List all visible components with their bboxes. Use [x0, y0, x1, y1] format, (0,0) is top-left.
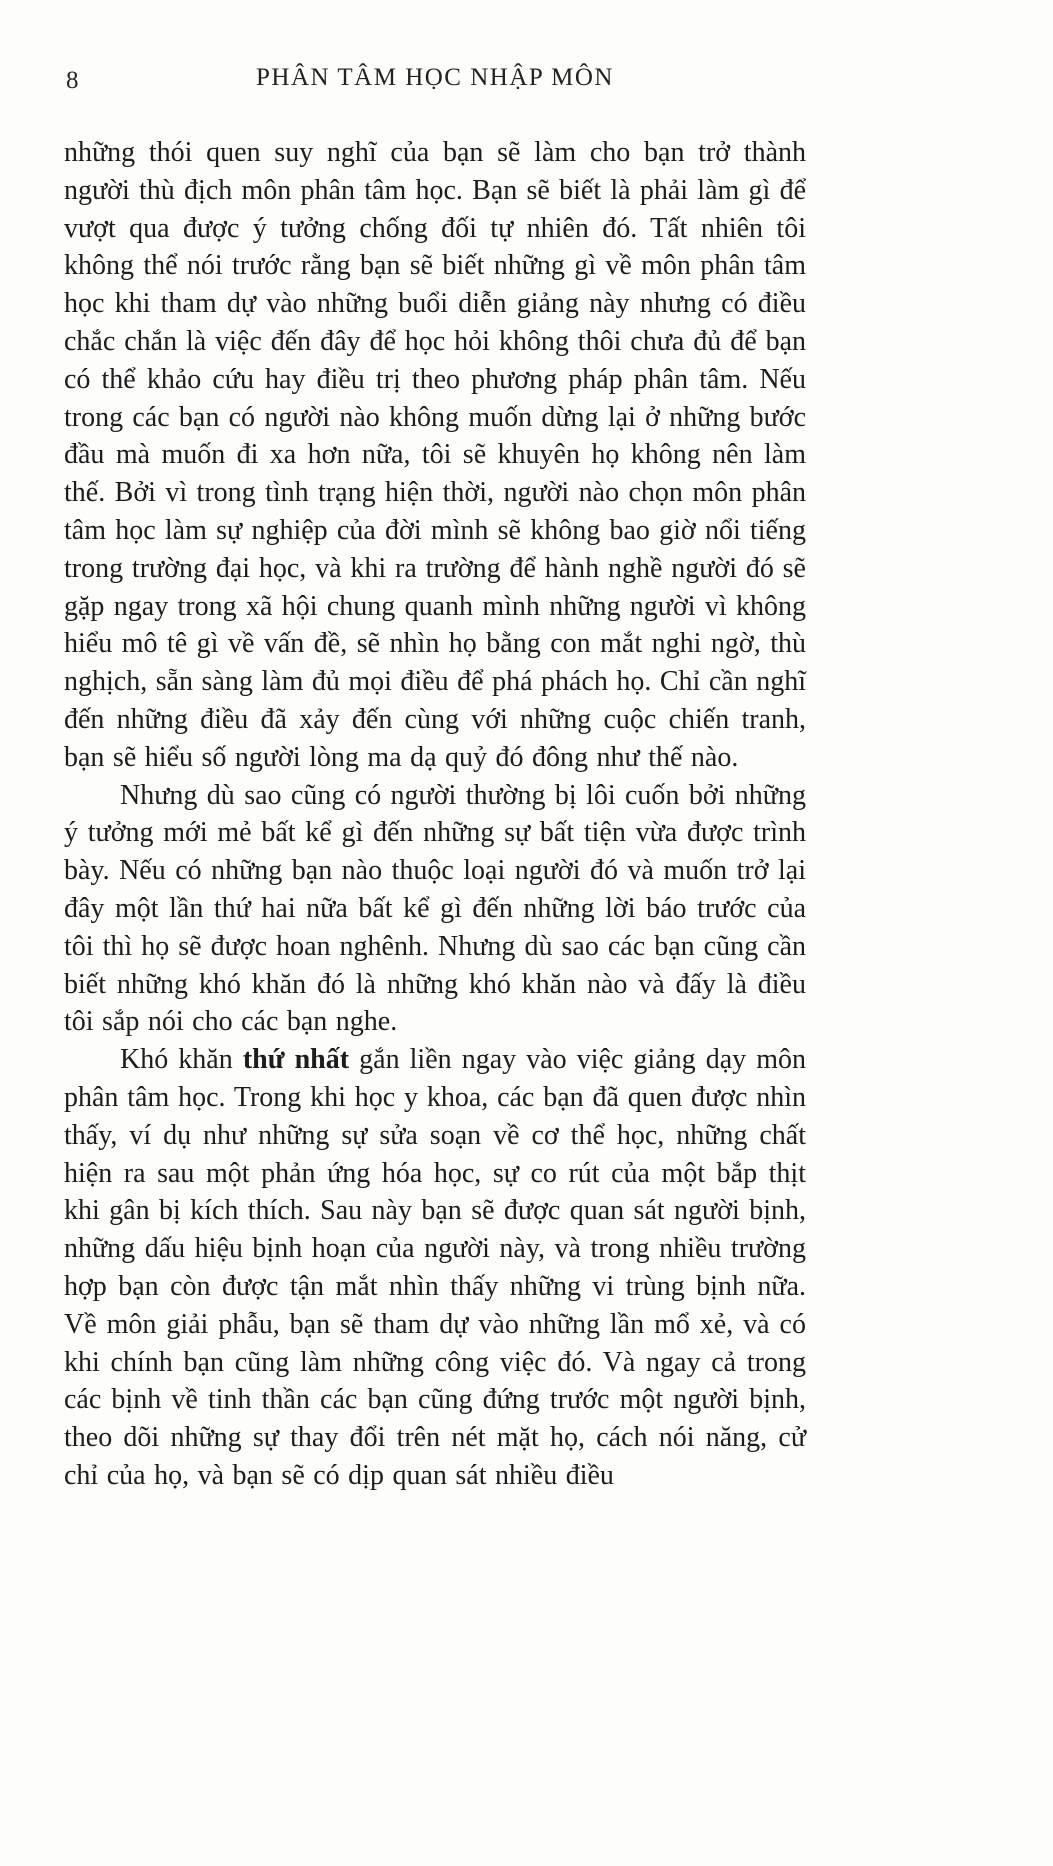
page-header: [64, 64, 806, 98]
running-title: PHÂN TÂM HỌC NHẬP MÔN: [256, 64, 614, 91]
paragraph-3-emphasis: thứ nhất: [242, 1044, 350, 1076]
paragraph-2: Nhưng dù sao cũng có người thường bị lôi cuốn bởi những ý tưởng mới mẻ bất kể gì đến những sự bất tiện vừa được trình bày. Nếu có những bạn nào thuộc loại người đó và muốn trở lại đây một lần thứ hai nữa bất kể gì đến những lời báo trước của tôi thì họ sẽ được hoan nghênh. Nhưng dù sao các bạn cũng cần biết những khó khăn đó là những khó khăn nào và đấy là điều tôi sắp nói cho các bạn nghe.: [64, 779, 806, 1038]
page-number: 8: [66, 67, 79, 94]
paragraph-3-rest: gắn liền ngay vào việc giảng dạy môn phân tâm học. Trong khi học y khoa, các bạn đã quen được nhìn thấy, ví dụ như những sự sửa soạn về cơ thể học, những chất hiện ra sau một phản ứng hóa học, sự co rút của một bắp thịt khi gân bị kích thích. Sau này bạn sẽ được quan sát người bịnh, những dấu hiệu bịnh hoạn của người này, và trong nhiều trường hợp bạn còn được tận mắt nhìn thấy những vi trùng bịnh nữa. Về môn giải phẫu, bạn sẽ tham dự vào những lần mổ xẻ, và có khi chính bạn cũng làm những công việc đó. Và ngay cả trong các bịnh về tinh thần các bạn cũng đứng trước một người bịnh, theo dõi những sự thay đổi trên nét mặt họ, cách nói năng, cử chỉ của họ, và bạn sẽ có dịp quan sát nhiều điều: [64, 1044, 806, 1491]
page-body: [64, 134, 806, 1495]
paragraph-1: những thói quen suy nghĩ của bạn sẽ làm cho bạn trở thành người thù địch môn phân tâm học. Bạn sẽ biết là phải làm gì để vượt qua được ý tưởng chống đối tự nhiên đó. Tất nhiên tôi không thể nói trước rằng bạn sẽ biết những gì về môn phân tâm học khi tham dự vào những buổi diễn giảng này nhưng có điều chắc chắn là việc đến đây để học hỏi không thôi chưa đủ để bạn có thể khảo cứu hay điều trị theo phương pháp phân tâm. Nếu trong các bạn có người nào không muốn dừng lại ở những bước đầu mà muốn đi xa hơn nữa, tôi sẽ khuyên họ không nên làm thế. Bởi vì trong tình trạng hiện thời, người nào chọn môn phân tâm học làm sự nghiệp của đời mình sẽ không bao giờ nổi tiếng trong trường đại học, và khi ra trường để hành nghề người đó sẽ gặp ngay trong xã hội chung quanh mình những người vì không hiểu mô tê gì về vấn đề, sẽ nhìn họ bằng con mắt nghi ngờ, thù nghịch, sẵn sàng làm đủ mọi điều để phá phách họ. Chỉ cần nghĩ đến những điều đã xảy đến cùng với những cuộc chiến tranh, bạn sẽ hiểu số người lòng ma dạ quỷ đó đông như thế nào.: [64, 137, 806, 773]
paragraph-3: [64, 1041, 806, 1495]
paragraph-3-lead: Khó khăn: [120, 1044, 243, 1076]
text-column: [64, 64, 806, 1495]
